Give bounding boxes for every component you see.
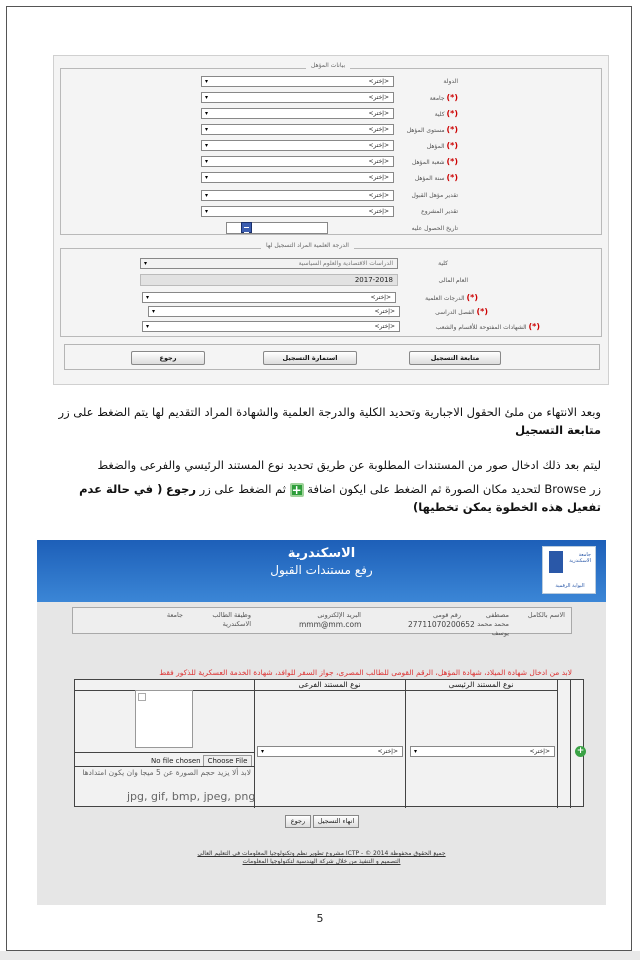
job-label: وظيفة الطالب	[212, 611, 251, 619]
banner-title: الاسكندرية	[287, 546, 356, 561]
back-button[interactable]: رجوع	[131, 351, 205, 365]
qual-select[interactable]: <إختر> ▾	[201, 92, 394, 103]
continue-registration-button[interactable]: متابعة التسجيل	[409, 351, 501, 365]
certificate-select[interactable]: <إختر> ▾	[142, 321, 400, 332]
qual-select[interactable]: <إختر> ▾	[201, 156, 394, 167]
date-label: تاريخ الحصول عليه	[411, 225, 458, 232]
header-banner	[37, 540, 606, 602]
year-field: 2017-2018	[140, 274, 398, 286]
qual-select[interactable]: <إختر> ▾	[201, 172, 394, 183]
para2-line3: تفعيل هذه الخطوة يمكن تخطيها)	[413, 500, 601, 514]
name-label: الاسم بالكامل	[527, 611, 565, 619]
file-chooser[interactable]: No file chosen Choose File	[151, 755, 252, 767]
main-doc-header: نوع المستند الرئيسى	[405, 680, 557, 691]
upload-documents-screenshot	[37, 540, 606, 905]
para1-line2: متابعة التسجيل	[515, 423, 601, 437]
qual-label: (*) مستوى المؤهل	[406, 125, 458, 134]
id-value: 27711070200652	[408, 620, 475, 629]
university-label: جامعة	[166, 611, 183, 619]
finish-registration-button[interactable]: انهاء التسجيل	[313, 815, 359, 828]
sub-doc-select[interactable]: <إختر> ▾	[257, 746, 403, 757]
banner-subtitle: رفع مستندات القبول	[270, 563, 373, 577]
registration-form-screenshot	[53, 55, 609, 385]
qual-select[interactable]: <إختر> ▾	[201, 76, 394, 87]
upload-table	[74, 679, 584, 807]
qual-select[interactable]: <إختر> ▾	[201, 108, 394, 119]
qual-label: (*) جامعة	[429, 93, 458, 102]
registration-form-button[interactable]: استمارة التسجيل	[263, 351, 357, 365]
required-documents-warning: لابد من ادخال شهادة الميلاد، شهادة المؤهل، الرقم القومى للطالب المصرى، جواز السفر للوافد، شهادة الخدمة العسكرية للذكور فقط	[159, 668, 572, 677]
qualification-legend: بيانات المؤهل	[306, 62, 350, 69]
choose-file-button[interactable]: Choose File	[203, 755, 253, 767]
back-button-2[interactable]: رجوع	[285, 815, 311, 828]
year-label: العام المالى	[438, 277, 468, 284]
instruction-paragraph-2	[21, 456, 601, 516]
add-icon: +	[291, 482, 302, 497]
qual-label: (*) شعبة المؤهل	[411, 157, 458, 166]
qual-label: (*) كلية	[434, 109, 458, 118]
name-value: مصطفى محمد محمد يوسف	[477, 611, 509, 637]
page-number: 5	[316, 912, 324, 925]
degree-label: (*) الدرجات العلمية	[425, 293, 478, 302]
qual-label: الدولة	[443, 78, 458, 85]
qual-select[interactable]: <إختر> ▾	[201, 190, 394, 201]
para2-line1: ليتم بعد ذلك ادخال صور من المستندات المطلوبة عن طريق تحديد نوع المستند الرئيسي والفرعى والضغط	[97, 458, 601, 472]
para2-line2: زر Browse لتحديد مكان الصورة ثم الضغط على ايكون اضافة + ثم الضغط على زر رجوع ( في حالة عدم	[79, 482, 601, 497]
add-document-icon[interactable]: +	[576, 746, 585, 756]
main-doc-select[interactable]: <إختر> ▾	[410, 746, 555, 757]
email-label: البريد الإلكترونى	[317, 611, 361, 619]
id-label: رقم قومى	[432, 611, 461, 619]
form-button-row	[64, 344, 600, 370]
faculty-label: كلية	[438, 260, 448, 267]
email-value: mmm@mm.com	[299, 620, 362, 629]
qual-label: (*) المؤهل	[426, 141, 458, 150]
allowed-extensions: jpg, gif, bmp, jpeg, png	[127, 790, 256, 803]
faculty-select[interactable]: الدراسات الاقتصادية والعلوم السياسية ▾	[140, 258, 398, 269]
semester-label: (*) الفصل الدراسى	[435, 307, 488, 316]
qual-label: تقدير المشروع	[421, 208, 458, 215]
page-footer: جميع الحقوق محفوظة 2014 © - ICTP مشروع تطوير نظم وتكنولوجيا المعلومات في التعليم العالي التصميم و التنفيذ من خلال شركة الهندسية لتكنولوجيا المعلومات	[197, 850, 446, 865]
para1-line1: وبعد الانتهاء من ملئ الحقول الاجبارية وتحديد الكلية والدرجة العلمية والشهادة المراد التقديم لها يتم الضغط على زر	[58, 405, 601, 419]
degree-select[interactable]: <إختر> ▾	[142, 292, 396, 303]
qual-label: تقدير مؤهل القبول	[411, 192, 458, 199]
job-value: الاسكندرية	[222, 620, 251, 628]
image-preview	[135, 690, 193, 748]
document-page	[6, 6, 632, 951]
sub-doc-header: نوع المستند الفرعى	[254, 680, 405, 691]
qual-select[interactable]: <إختر> ▾	[201, 140, 394, 151]
qual-select[interactable]: <إختر> ▾	[201, 124, 394, 135]
certificate-label: (*) الشهادات المفتوحة للأقسام والشعب	[435, 322, 540, 331]
calendar-icon[interactable]	[241, 222, 252, 233]
degree-legend: الدرجة العلمية المراد التسجيل لها	[261, 242, 354, 249]
student-info-bar	[72, 607, 572, 637]
qual-select[interactable]: <إختر> ▾	[201, 206, 394, 217]
semester-select[interactable]: <إختر> ▾	[148, 306, 400, 317]
size-note: لابد ألا يزيد حجم الصورة عن 5 ميجا وان يكون امتدادها	[82, 768, 251, 777]
instruction-paragraph-1	[21, 403, 601, 439]
logo-emblem-icon	[549, 551, 563, 573]
qual-label: (*) سنة المؤهل	[414, 173, 458, 182]
university-logo: جامعة الاسكندرية البوابة الرقمية	[542, 546, 596, 594]
